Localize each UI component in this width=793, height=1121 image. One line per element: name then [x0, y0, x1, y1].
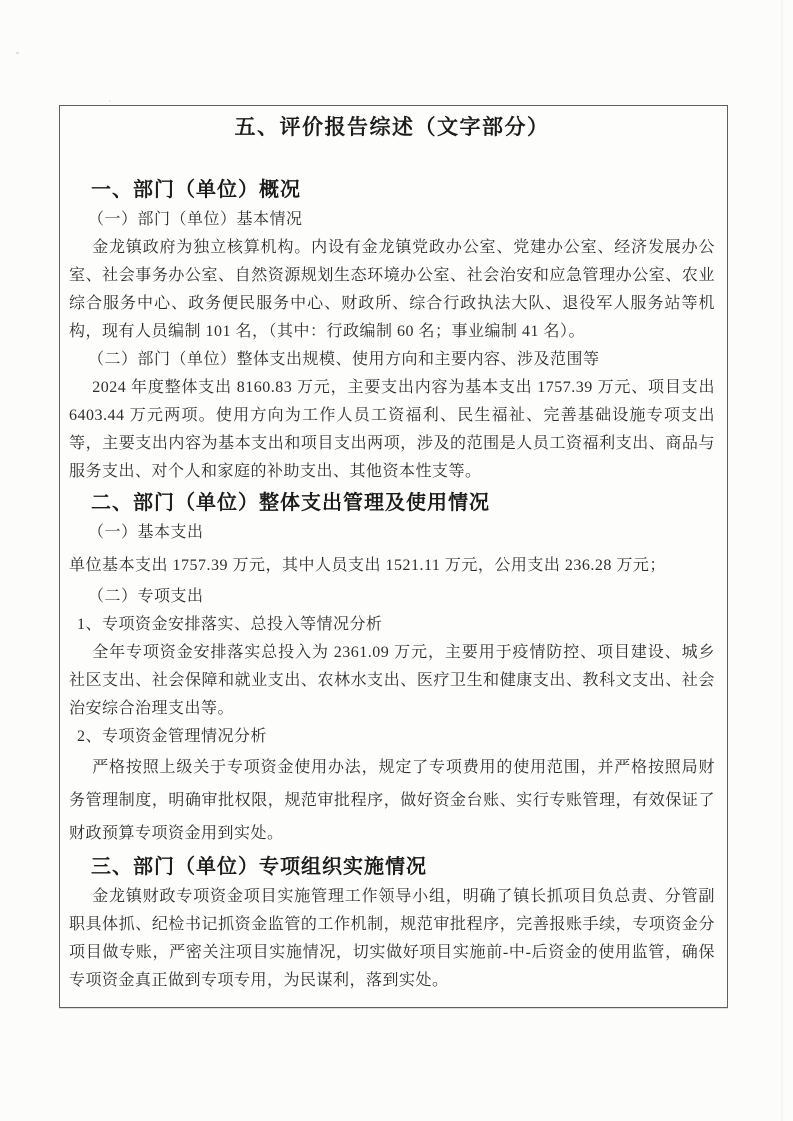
paragraph: 2024 年度整体支出 8160.83 万元，主要支出内容为基本支出 1757.39 万元、项目支出 6403.44 万元两项。使用方向为工作人员工资福利、民生福祉、完善基础设施专项支出等，主要支出内容为基本支出和项目支出两项，涉及的范围是人员工资福利支出、商品与服务支出、对个人和家庭的补助支出、其他资本性支等。 [69, 379, 715, 480]
report-body [60, 106, 727, 995]
numbered-item: 2、专项资金管理情况分析 [77, 728, 268, 745]
paragraph: 严格按照上级关于专项资金使用办法，规定了专项费用的使用范围，并严格按照局财务管理制度，明确审批权限，规范审批程序，做好资金台账、实行专账管理，有效保证了财政预算专项资金用到实处。 [69, 759, 715, 842]
report-title: 五、评价报告综述（文字部分） [234, 116, 550, 139]
paragraph: 金龙镇政府为独立核算机构。内设有金龙镇党政办公室、党建办公室、经济发展办公室、社会事务办公室、自然资源规划生态环境办公室、社会治安和应急管理办公室、农业综合服务中心、政务便民服务中心、财政所、综合行政执法大队、退役军人服务站等机构，现有人员编制 101 名，（其中：行政编制 60 名；事业编制 41 名）。 [69, 239, 715, 340]
paragraph: 金龙镇财政专项资金项目实施管理工作领导小组，明确了镇长抓项目负总责、分管副职具体抓、纪检书记抓资金监管的工作机制，规范审批程序，完善报账手续，专项资金分项目做专账，严密关注项目实施情况，切实做好项目实施前-中-后资金的使用监管，确保专项资金真正做到专项专用，为民谋利，落到实处。 [69, 888, 715, 989]
subsection-heading: （一）部门（单位）基本情况 [88, 211, 303, 228]
section-heading: 三、部门（单位）专项组织实施情况 [91, 856, 427, 878]
subsection-heading: （二）部门（单位）整体支出规模、使用方向和主要内容、涉及范围等 [88, 351, 600, 368]
subsection-heading: （二）专项支出 [88, 588, 204, 605]
paragraph: 全年专项资金安排落实总投入为 2361.09 万元，主要用于疫情防控、项目建设、城乡社区支出、社会保障和就业支出、农林水支出、医疗卫生和健康支出、教科文支出、社会治安综合治理支出等。 [69, 644, 715, 717]
section-heading: 二、部门（单位）整体支出管理及使用情况 [91, 492, 490, 514]
report-text-frame [59, 105, 728, 1008]
scanner-edge-artifact [781, 0, 783, 1121]
section-heading: 一、部门（单位）概况 [91, 179, 301, 201]
subsection-heading: （一）基本支出 [88, 524, 204, 541]
scan-speckle [16, 52, 19, 54]
paragraph: 单位基本支出 1757.39 万元，其中人员支出 1521.11 万元，公用支出 236.28 万元； [69, 557, 666, 574]
scan-speckle [109, 100, 111, 102]
numbered-item: 1、专项资金安排落实、总投入等情况分析 [77, 616, 383, 633]
